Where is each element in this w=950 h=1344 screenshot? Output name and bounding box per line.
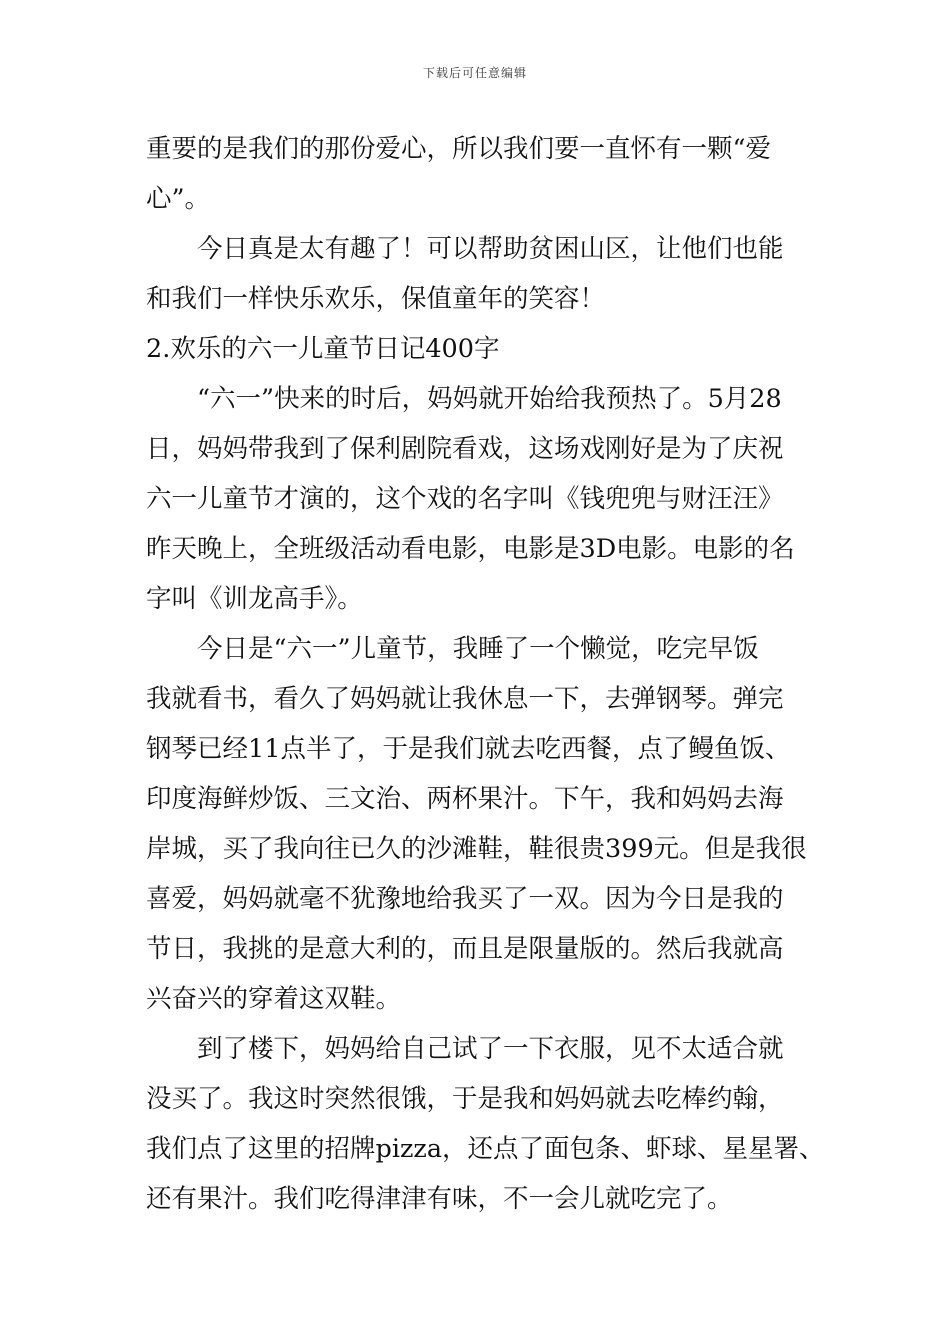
text-line: “六一”快来的时后，妈妈就开始给我预热了。5月28 <box>197 384 782 414</box>
text-line: 岸城，买了我向往已久的沙滩鞋，鞋很贵399元。但是我很 <box>146 834 807 864</box>
text-line: 钢琴已经11点半了，于是我们就去吃西餐，点了鳗鱼饭、 <box>146 734 791 764</box>
text-line: 喜爱，妈妈就毫不犹豫地给我买了一双。因为今日是我的 <box>146 884 784 914</box>
text-line: 字叫《训龙高手》。 <box>146 584 363 614</box>
text-line: 到了楼下，妈妈给自己试了一下衣服，见不太适合就 <box>197 1034 784 1064</box>
text-line: 还有果汁。我们吃得津津有味，不一会儿就吃完了。 <box>146 1184 733 1214</box>
text-line: 没买了。我这时突然很饿，于是我和妈妈就去吃棒约翰， <box>146 1084 784 1114</box>
text-line: 心”。 <box>146 184 211 214</box>
text-line: 日，妈妈带我到了保利剧院看戏，这场戏刚好是为了庆祝 <box>146 434 784 464</box>
text-line: 重要的是我们的那份爱心，所以我们要一直怀有一颗“爱 <box>146 134 772 164</box>
text-line: 昨天晚上，全班级活动看电影，电影是3D电影。电影的名 <box>146 534 795 564</box>
text-line: 印度海鲜炒饭、三文治、两杯果汁。下午，我和妈妈去海 <box>146 784 784 814</box>
text-line: 六一儿童节才演的，这个戏的名字叫《钱兜兜与财汪汪》 <box>146 484 784 514</box>
text-line: 兴奋兴的穿着这双鞋。 <box>146 984 402 1014</box>
section-heading: 2.欢乐的六一儿童节日记400字 <box>146 334 500 364</box>
text-line: 节日，我挑的是意大利的，而且是限量版的。然后我就高 <box>146 934 784 964</box>
text-line: 我们点了这里的招牌pizza，还点了面包条、虾球、星星署、 <box>146 1134 825 1164</box>
text-line: 我就看书，看久了妈妈就让我休息一下，去弹钢琴。弹完 <box>146 684 784 714</box>
document-body <box>146 124 826 1224</box>
text-line: 今日是“六一”儿童节，我睡了一个懒觉，吃完早饭 <box>197 634 759 664</box>
text-line: 今日真是太有趣了！可以帮助贫困山区，让他们也能 <box>197 234 784 264</box>
text-line: 和我们一样快乐欢乐，保值童年的笑容！ <box>146 284 606 314</box>
header-note: 下载后可任意编辑 <box>422 66 527 80</box>
